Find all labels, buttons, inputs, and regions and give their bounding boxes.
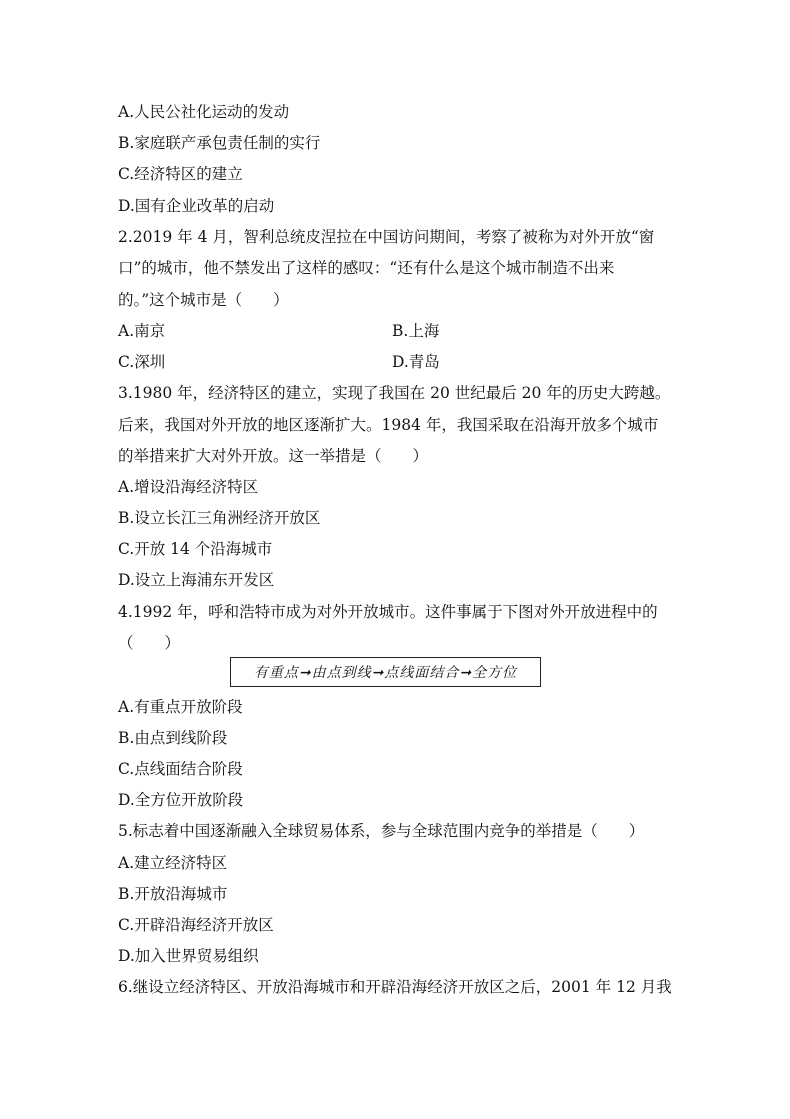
q5-text: 5.标志着中国逐渐融入全球贸易体系，参与全球范围内竞争的举措是（ ） bbox=[118, 822, 645, 840]
q2-option-c: C.深圳 bbox=[118, 353, 166, 371]
q5-option-a: A.建立经济特区 bbox=[118, 854, 228, 872]
q2-text-line-3: 的。”这个城市是（ ） bbox=[118, 291, 289, 309]
q4-option-a: A.有重点开放阶段 bbox=[118, 698, 243, 716]
q3-option-b: B.设立长江三角洲经济开放区 bbox=[118, 509, 321, 527]
q2-option-a: A.南京 bbox=[118, 322, 166, 340]
q4-text-line-2: （ ） bbox=[118, 634, 181, 652]
q3-text-line-1: 3.1980 年，经济特区的建立，实现了我国在 20 世纪最后 20 年的历史大跨越。 bbox=[118, 384, 671, 402]
q6-text-line-1: 6.继设立经济特区、开放沿海城市和开辟沿海经济开放区之后，2001 年 12 月我 bbox=[118, 978, 672, 996]
q3-text-line-3: 的举措来扩大对外开放。这一举措是（ ） bbox=[118, 447, 429, 465]
q4-option-d: D.全方位开放阶段 bbox=[118, 791, 244, 809]
q1-option-d: D.国有企业改革的启动 bbox=[118, 197, 275, 215]
q4-text-line-1: 4.1992 年，呼和浩特市成为对外开放城市。这件事属于下图对外开放进程中的 bbox=[118, 603, 658, 621]
q3-option-d: D.设立上海浦东开发区 bbox=[118, 571, 275, 589]
q2-option-b: B.上海 bbox=[392, 322, 440, 340]
q2-option-d: D.青岛 bbox=[392, 353, 440, 371]
opening-process-diagram: 有重点➞由点到线➞点线面结合➞全方位 bbox=[230, 657, 541, 687]
q5-option-c: C.开辟沿海经济开放区 bbox=[118, 916, 274, 934]
q3-text-line-2: 后来，我国对外开放的地区逐渐扩大。1984 年，我国采取在沿海开放多个城市 bbox=[118, 416, 659, 434]
q4-option-c: C.点线面结合阶段 bbox=[118, 760, 243, 778]
q3-option-c: C.开放 14 个沿海城市 bbox=[118, 540, 273, 558]
q1-option-c: C.经济特区的建立 bbox=[118, 165, 243, 183]
q1-option-a: A.人民公社化运动的发动 bbox=[118, 103, 290, 121]
q1-option-b: B.家庭联产承包责任制的实行 bbox=[118, 134, 321, 152]
q5-option-b: B.开放沿海城市 bbox=[118, 885, 228, 903]
q4-option-b: B.由点到线阶段 bbox=[118, 729, 228, 747]
q2-text-line-2: 口”的城市，他不禁发出了这样的感叹：“还有什么是这个城市制造不出来 bbox=[118, 259, 615, 277]
q5-option-d: D.加入世界贸易组织 bbox=[118, 947, 259, 965]
q3-option-a: A.增设沿海经济特区 bbox=[118, 478, 259, 496]
q2-text-line-1: 2.2019 年 4 月，智利总统皮涅拉在中国访问期间，考察了被称为对外开放“窗 bbox=[118, 228, 655, 246]
